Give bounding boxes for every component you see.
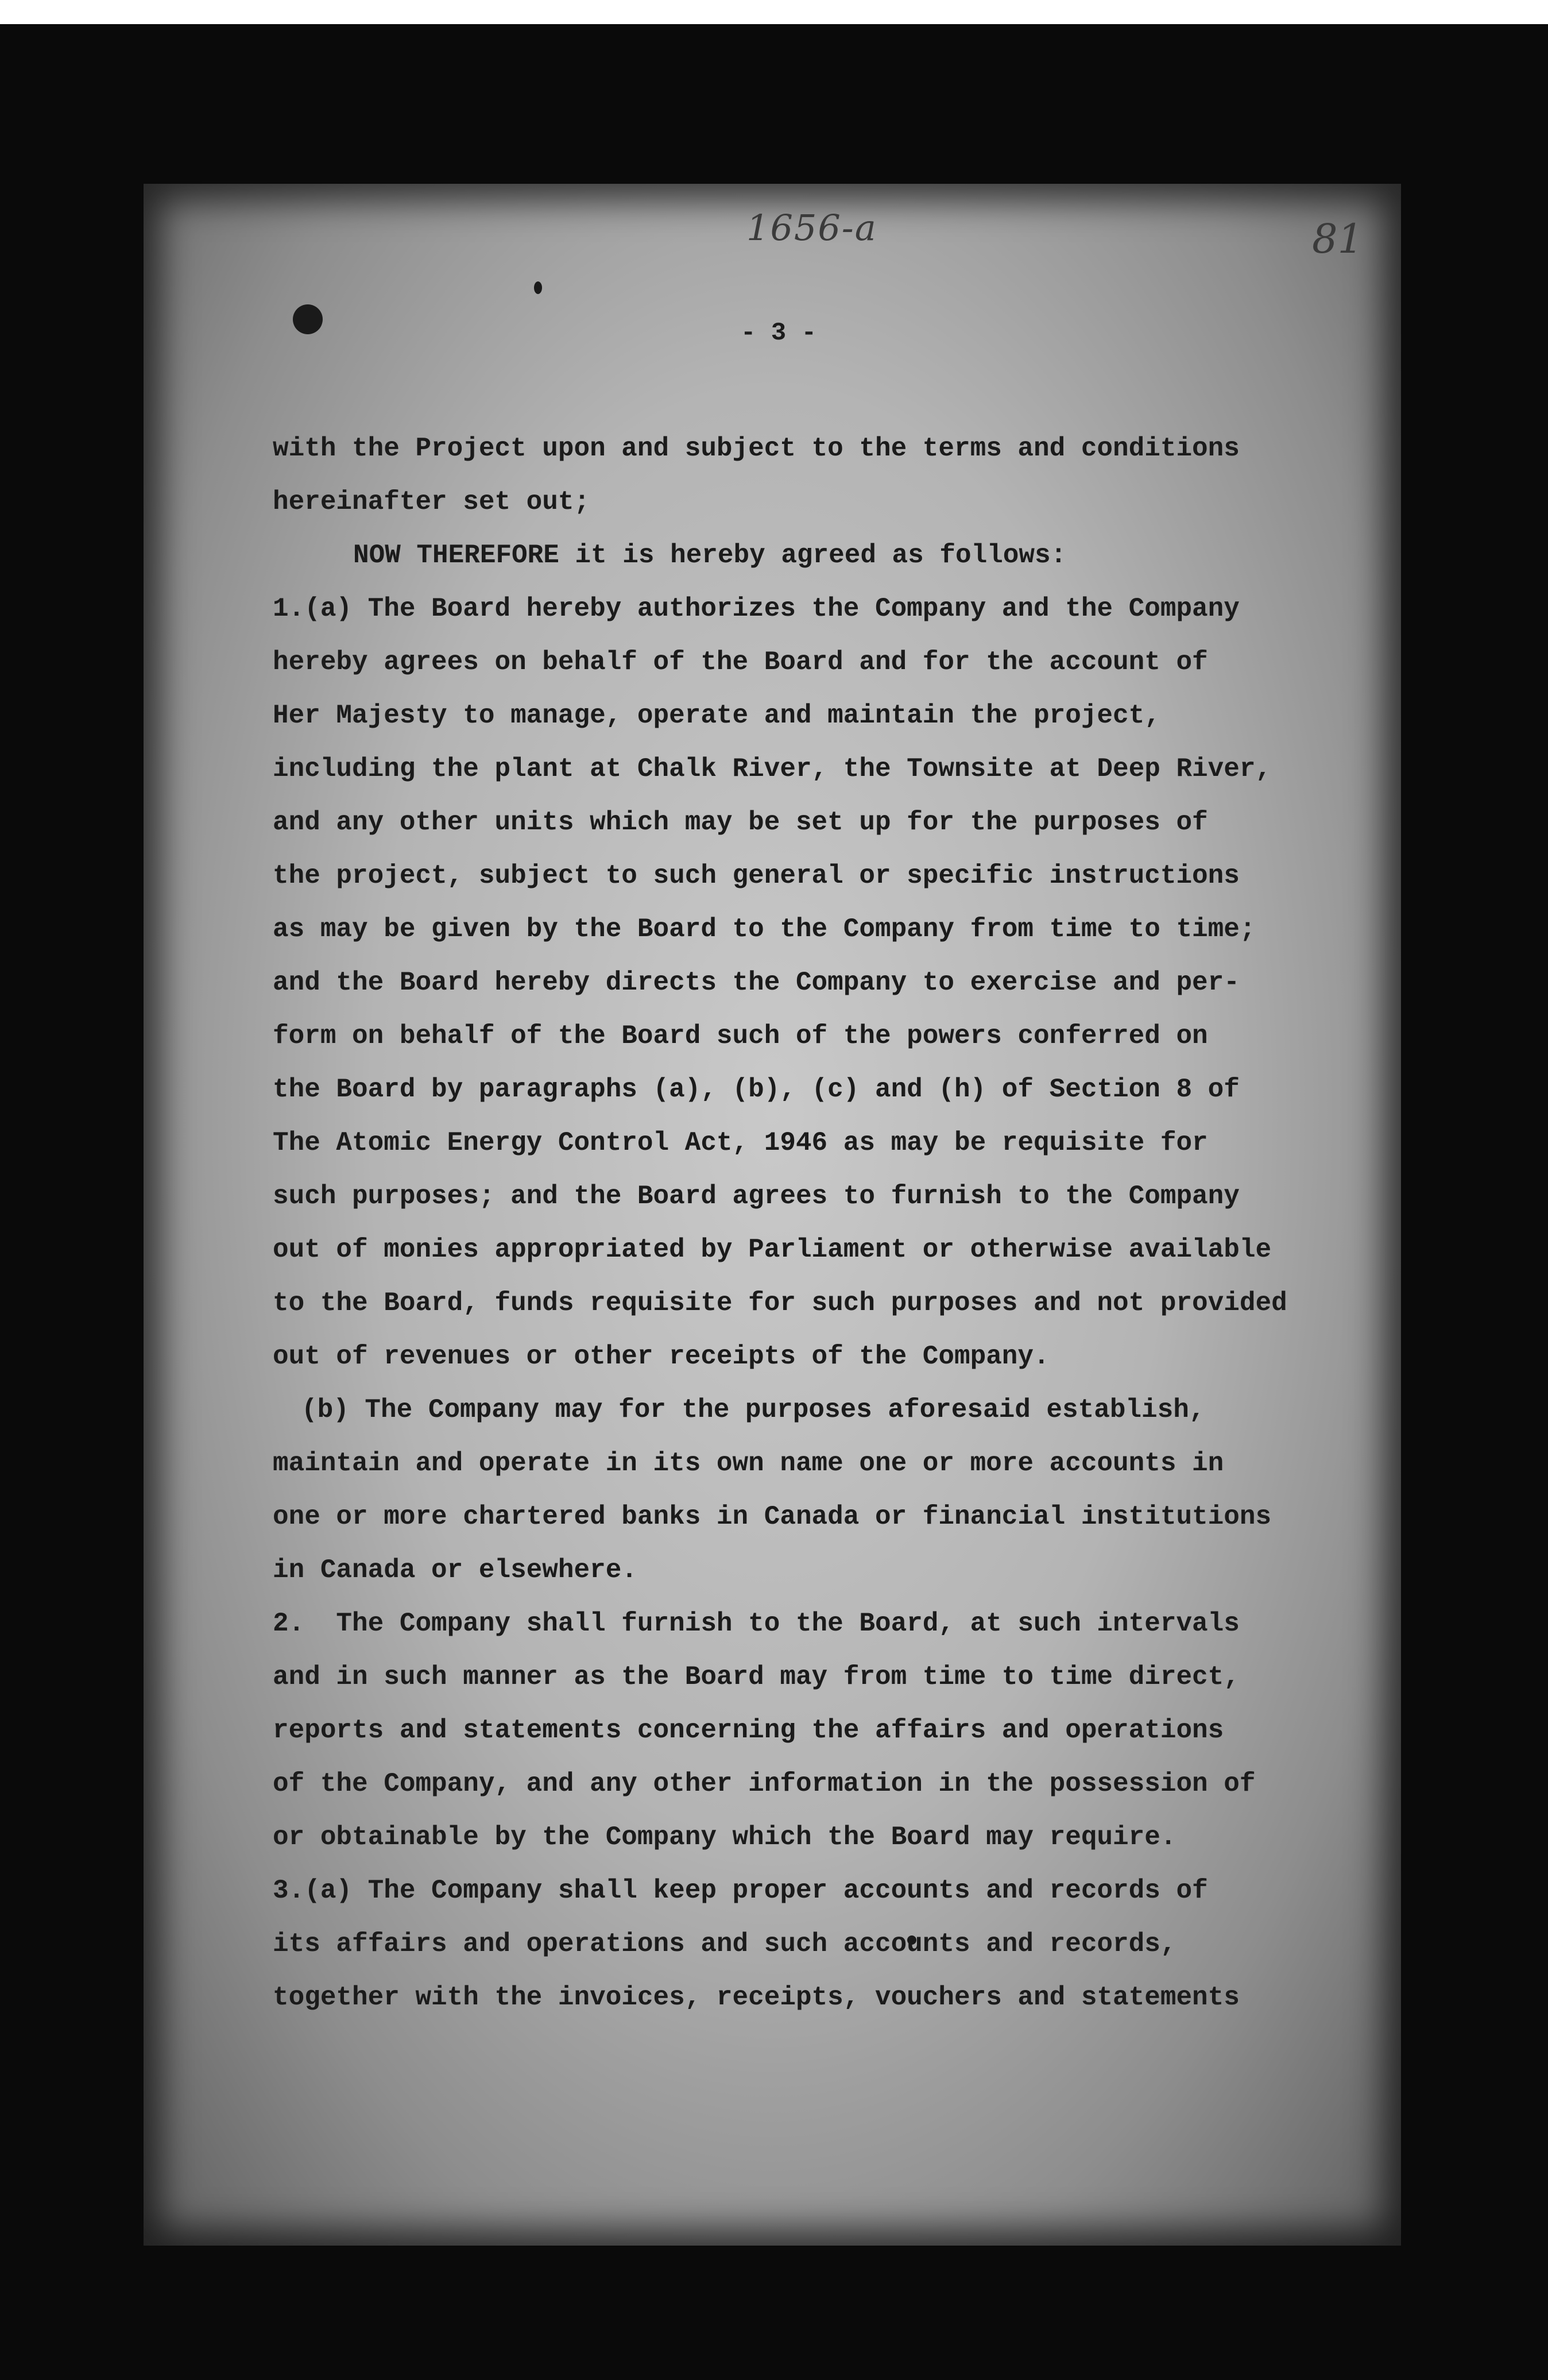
text-line: hereby agrees on behalf of the Board and for the account of [273,647,1208,677]
text-line: NOW THEREFORE it is hereby agreed as follows: [353,540,1067,570]
dust-speck [534,281,542,294]
text-line: the project, subject to such general or specific instructions [273,861,1240,891]
punch-hole-mark [293,304,323,334]
text-line: together with the invoices, receipts, vouchers and statements [273,1983,1240,2012]
text-line: the Board by paragraphs (a), (b), (c) and (h) of Section 8 of [273,1075,1240,1104]
text-line: with the Project upon and subject to the terms and conditions [273,434,1240,463]
text-line: such purposes; and the Board agrees to furnish to the Company [273,1181,1240,1211]
text-line: form on behalf of the Board such of the powers conferred on [273,1021,1208,1051]
text-line: one or more chartered banks in Canada or financial institutions [273,1502,1272,1532]
text-line: or obtainable by the Company which the Board may require. [273,1822,1177,1852]
handwritten-reference: 1656-a [746,207,877,249]
text-line: reports and statements concerning the affairs and operations [273,1716,1224,1745]
text-line: Her Majesty to manage, operate and maintain the project, [273,701,1160,731]
text-line: 3.(a) The Company shall keep proper accounts and records of [273,1876,1208,1906]
text-line: of the Company, and any other information in the possession of [273,1769,1256,1799]
text-line: and in such manner as the Board may from time to time direct, [273,1662,1240,1692]
page-number: - 3 - [741,319,817,347]
text-line: and any other units which may be set up for the purposes of [273,808,1208,837]
text-line: 1.(a) The Board hereby authorizes the Company and the Company [273,594,1240,624]
text-line: its affairs and operations and such accounts and records, [273,1929,1177,1959]
text-line: in Canada or elsewhere. [273,1555,637,1585]
text-line: 2. The Company shall furnish to the Board, at such intervals [273,1609,1240,1639]
text-line: to the Board, funds requisite for such purposes and not provided [273,1288,1287,1318]
text-line: as may be given by the Board to the Company from time to time; [273,914,1256,944]
top-white-strip [0,0,1548,24]
document-body [273,422,1318,2024]
text-line: (b) The Company may for the purposes aforesaid establish, [301,1395,1205,1425]
text-line: and the Board hereby directs the Company to exercise and per- [273,968,1240,998]
text-line: out of monies appropriated by Parliament or otherwise available [273,1235,1272,1265]
text-line: maintain and operate in its own name one or more accounts in [273,1448,1224,1478]
document-page [144,184,1401,2246]
text-line: including the plant at Chalk River, the Townsite at Deep River, [273,754,1272,784]
text-line: out of revenues or other receipts of the Company. [273,1342,1050,1371]
handwritten-page-number: 81 [1312,215,1364,262]
text-line: The Atomic Energy Control Act, 1946 as may be requisite for [273,1128,1208,1158]
text-line: hereinafter set out; [273,487,590,517]
